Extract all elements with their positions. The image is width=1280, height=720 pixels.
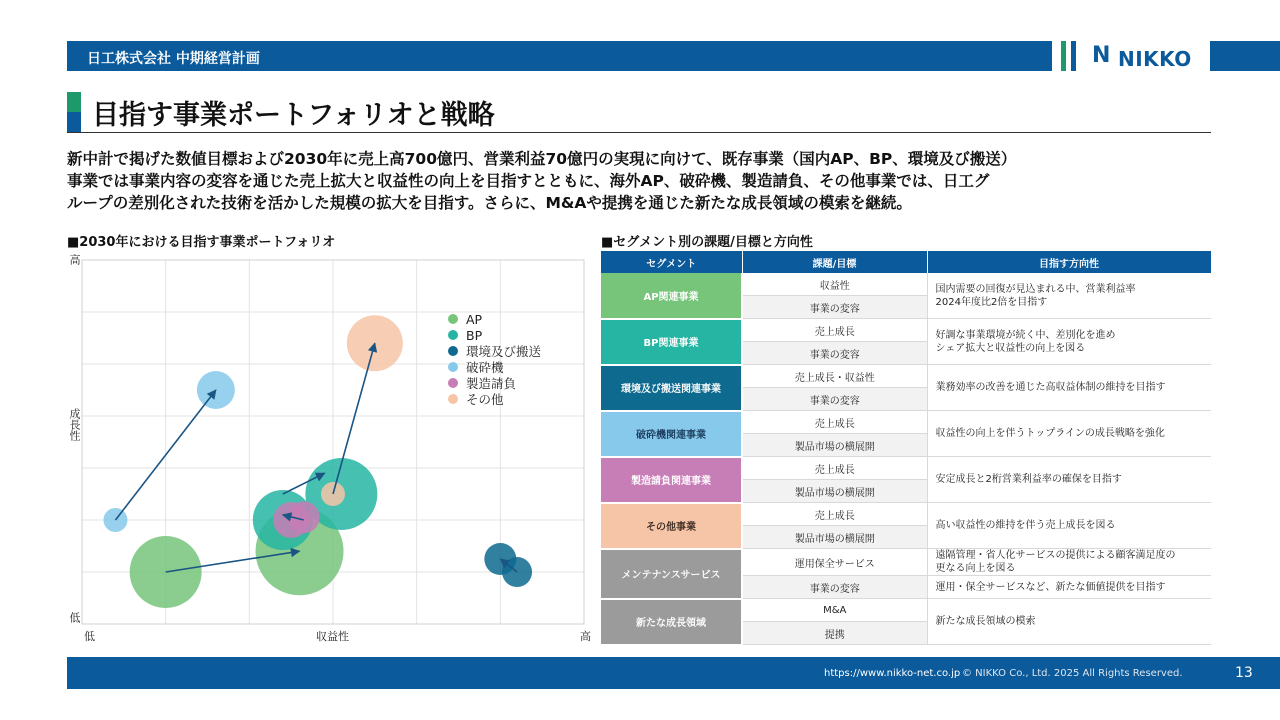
page-number: 13: [1235, 665, 1253, 681]
direction-cell: 好調な事業環境が続く中、差別化を進め シェア拡大と収益性の向上を図る: [927, 319, 1211, 365]
legend-item-other: [448, 391, 541, 407]
issue-cell: 事業の変容: [742, 296, 927, 319]
portfolio-bubble-chart: [60, 250, 600, 650]
segment-cell: 環境及び搬送関連事業: [601, 365, 742, 411]
portfolio-heading: ■2030年における目指す事業ポートフォリオ: [67, 235, 336, 250]
issue-cell: 売上成長: [742, 411, 927, 434]
direction-cell: 収益性の向上を伴うトップラインの成長戦略を強化: [927, 411, 1211, 457]
legend-label: 破砕機: [466, 360, 504, 375]
table-row: [601, 599, 1211, 622]
table-header-row: [601, 251, 1211, 273]
header-direction: 目指す方向性: [927, 251, 1211, 273]
issue-cell: 製品市場の横展開: [742, 526, 927, 549]
chart-legend: [448, 311, 541, 407]
header-segment: セグメント: [601, 251, 742, 273]
title-divider: [67, 132, 1211, 133]
title-accent-blue: [67, 112, 81, 132]
legend-swatch: [448, 394, 458, 404]
table-row: [601, 411, 1211, 434]
legend-item-contract-manufacturing: [448, 375, 541, 391]
issue-cell: 売上成長・収益性: [742, 365, 927, 388]
segment-cell: 新たな成長領域: [601, 599, 742, 645]
legend-label: 製造請負: [466, 376, 517, 391]
footer-url: https://www.nikko-net.co.jp: [824, 668, 961, 679]
x-axis-low-label: 低: [84, 630, 95, 643]
table-row: [601, 273, 1211, 296]
direction-cell: 国内需要の回復が見込まれる中、営業利益率 2024年度比2倍を目指す: [927, 273, 1211, 319]
legend-swatch: [448, 314, 458, 324]
legend-label: 環境及び搬送: [466, 344, 542, 359]
logo-mark-icon: N: [1092, 43, 1111, 68]
legend-label: AP: [466, 311, 483, 327]
segment-table: [601, 251, 1212, 646]
nikko-logo: [1058, 41, 1206, 71]
table-row: [601, 319, 1211, 342]
segment-cell: 製造請負関連事業: [601, 457, 742, 503]
issue-cell: M&A: [742, 599, 927, 622]
header-issues: 課題/目標: [742, 251, 927, 273]
x-axis-title: 収益性: [316, 630, 349, 643]
legend-swatch: [448, 362, 458, 372]
legend-item-bp: [448, 327, 541, 343]
y-axis-low-label: 低: [68, 612, 81, 623]
legend-item-environment: [448, 343, 541, 359]
segment-cell: BP関連事業: [601, 319, 742, 365]
intro-line: ループの差別化された技術を活かした規模の拡大を目指す。さらに、M&Aや提携を通じた新たな成長領域の模索を継続。: [67, 194, 912, 212]
table-row: [601, 549, 1211, 576]
y-axis-title: 成長性: [68, 408, 81, 441]
legend-swatch: [448, 330, 458, 340]
header-bar-right: [1210, 41, 1280, 71]
logo-accent-bar-green: [1061, 41, 1066, 71]
legend-label: その他: [466, 392, 504, 407]
issue-cell: 事業の変容: [742, 342, 927, 365]
issue-cell: 事業の変容: [742, 576, 927, 599]
issue-cell: 売上成長: [742, 503, 927, 526]
legend-item-ap: [448, 311, 541, 327]
y-axis-high-label: 高: [68, 254, 81, 265]
footer-copyright: © NIKKO Co., Ltd. 2025 All Rights Reserved.: [962, 668, 1183, 679]
legend-swatch: [448, 346, 458, 356]
segment-cell: メンテナンスサービス: [601, 549, 742, 599]
table-heading: ■セグメント別の課題/目標と方向性: [601, 235, 813, 250]
segment-cell: AP関連事業: [601, 273, 742, 319]
x-axis-high-label: 高: [580, 630, 591, 643]
bubble-current: [130, 536, 202, 608]
issue-cell: 運用保全サービス: [742, 549, 927, 576]
segment-cell: 破砕機関連事業: [601, 411, 742, 457]
issue-cell: 製品市場の横展開: [742, 480, 927, 503]
direction-cell: 遠隔管理・省人化サービスの提供による顧客満足度の 更なる向上を図る: [927, 549, 1211, 576]
header-bar: [67, 41, 1052, 71]
issue-cell: 売上成長: [742, 319, 927, 342]
table-row: [601, 365, 1211, 388]
direction-cell: 業務効率の改善を通じた高収益体制の維持を目指す: [927, 365, 1211, 411]
issue-cell: 売上成長: [742, 457, 927, 480]
title-accent-green: [67, 92, 81, 112]
logo-wordmark: NIKKO: [1118, 47, 1192, 71]
issue-cell: 収益性: [742, 273, 927, 296]
direction-cell: 安定成長と2桁営業利益率の確保を目指す: [927, 457, 1211, 503]
issue-cell: 提携: [742, 622, 927, 645]
table-row: [601, 457, 1211, 480]
direction-cell: 新たな成長領域の模索: [927, 599, 1211, 645]
logo-accent-bar-blue: [1071, 41, 1076, 71]
footer-bar: [67, 657, 1280, 689]
intro-line: 新中計で掲げた数値目標および2030年に売上高700億円、営業利益70億円の実現に向けて、既存事業（国内AP、BP、環境及び搬送）: [67, 150, 1017, 168]
legend-label: BP: [466, 327, 483, 343]
legend-swatch: [448, 378, 458, 388]
direction-cell: 運用・保全サービスなど、新たな価値提供を目指す: [927, 576, 1211, 599]
issue-cell: 製品市場の横展開: [742, 434, 927, 457]
direction-cell: 高い収益性の維持を伴う売上成長を図る: [927, 503, 1211, 549]
company-plan-title: 日工株式会社 中期経営計画: [87, 51, 260, 67]
table-row: [601, 503, 1211, 526]
segment-cell: その他事業: [601, 503, 742, 549]
intro-paragraph: [67, 148, 1217, 214]
legend-item-crusher: [448, 359, 541, 375]
issue-cell: 事業の変容: [742, 388, 927, 411]
intro-line: 事業では事業内容の変容を通じた売上拡大と収益性の向上を目指すとともに、海外AP、破砕機、製造請負、その他事業では、日工グ: [67, 172, 990, 190]
page-title: 目指す事業ポートフォリオと戦略: [92, 100, 495, 131]
